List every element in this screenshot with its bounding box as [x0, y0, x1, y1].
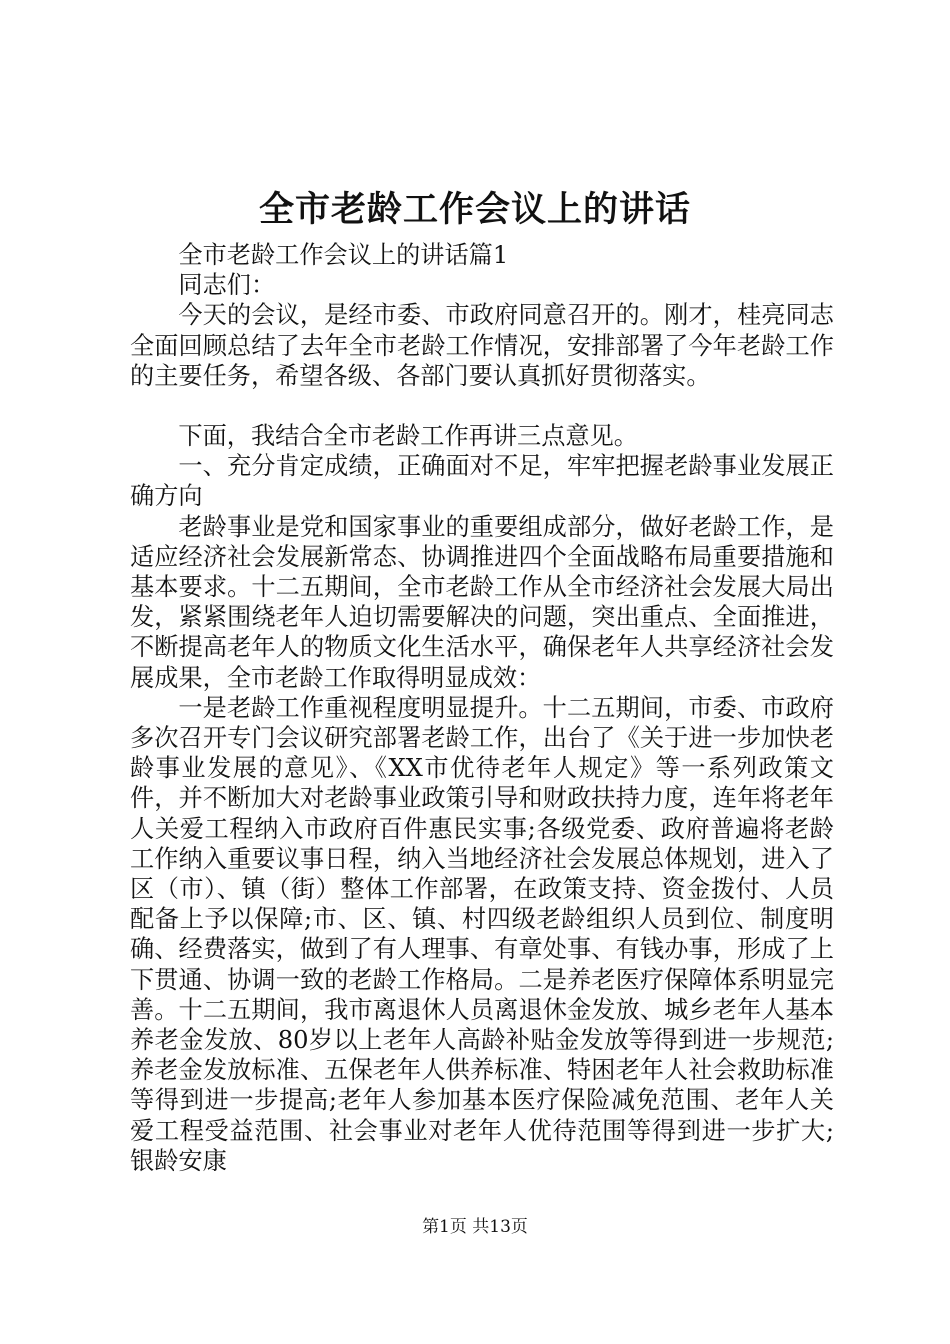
- paragraph-heading: 一、充分肯定成绩，正确面对不足，牢牢把握老龄事业发展正确方向: [130, 452, 834, 511]
- paragraph: 今天的会议，是经市委、市政府同意召开的。刚才，桂亮同志全面回顾总结了去年全市老龄工作情况，安排部署了今年老龄工作的主要任务，希望各级、各部门要认真抓好贯彻落实。: [130, 301, 834, 390]
- salutation: 同志们：: [178, 271, 276, 300]
- paragraph: 下面，我结合全市老龄工作再讲三点意见。: [178, 422, 638, 451]
- paragraph: 一是老龄工作重视程度明显提升。十二五期间，市委、市政府多次召开专门会议研究部署老龄工作，出台了《关于进一步加快老龄事业发展的意见》、《XX市优待老年人规定》等一系列政策文件，并不断加大对老龄事业政策引导和财政扶持力度，连年将老年人关爱工程纳入市政府百件惠民实事;各级党委、政府普遍将老龄工作纳入重要议事日程，纳入当地经济社会发展总体规划，进入了区（市）、镇（街）整体工作部署，在政策支持、资金拨付、人员配备上予以保障;市、区、镇、村四级老龄组织人员到位、制度明确、经费落实，做到了有人理事、有章处事、有钱办事，形成了上下贯通、协调一致的老龄工作格局。二是养老医疗保障体系明显完善。十二五期间，我市离退休人员离退休金发放、城乡老年人基本养老金发放、80岁以上老年人高龄补贴金发放等得到进一步规范;养老金发放标准、五保老年人供养标准、特困老年人社会救助标准等得到进一步提高;老年人参加基本医疗保险减免范围、老年人关爱工程受益范围、社会事业对老年人优待范围等得到进一步扩大;银龄安康: [130, 693, 834, 1175]
- document-body: [130, 240, 834, 1176]
- page-footer: 第1页 共13页: [422, 1217, 528, 1237]
- section-heading: 全市老龄工作会议上的讲话篇1: [178, 241, 509, 269]
- document-title: 全市老龄工作会议上的讲话: [258, 189, 691, 230]
- paragraph: 老龄事业是党和国家事业的重要组成部分，做好老龄工作，是适应经济社会发展新常态、协调推进四个全面战略布局重要措施和基本要求。十二五期间，全市老龄工作从全市经济社会发展大局出发，紧紧围绕老年人迫切需要解决的问题，突出重点、全面推进，不断提高老年人的物质文化生活水平，确保老年人共享经济社会发展成果，全市老龄工作取得明显成效：: [130, 512, 834, 692]
